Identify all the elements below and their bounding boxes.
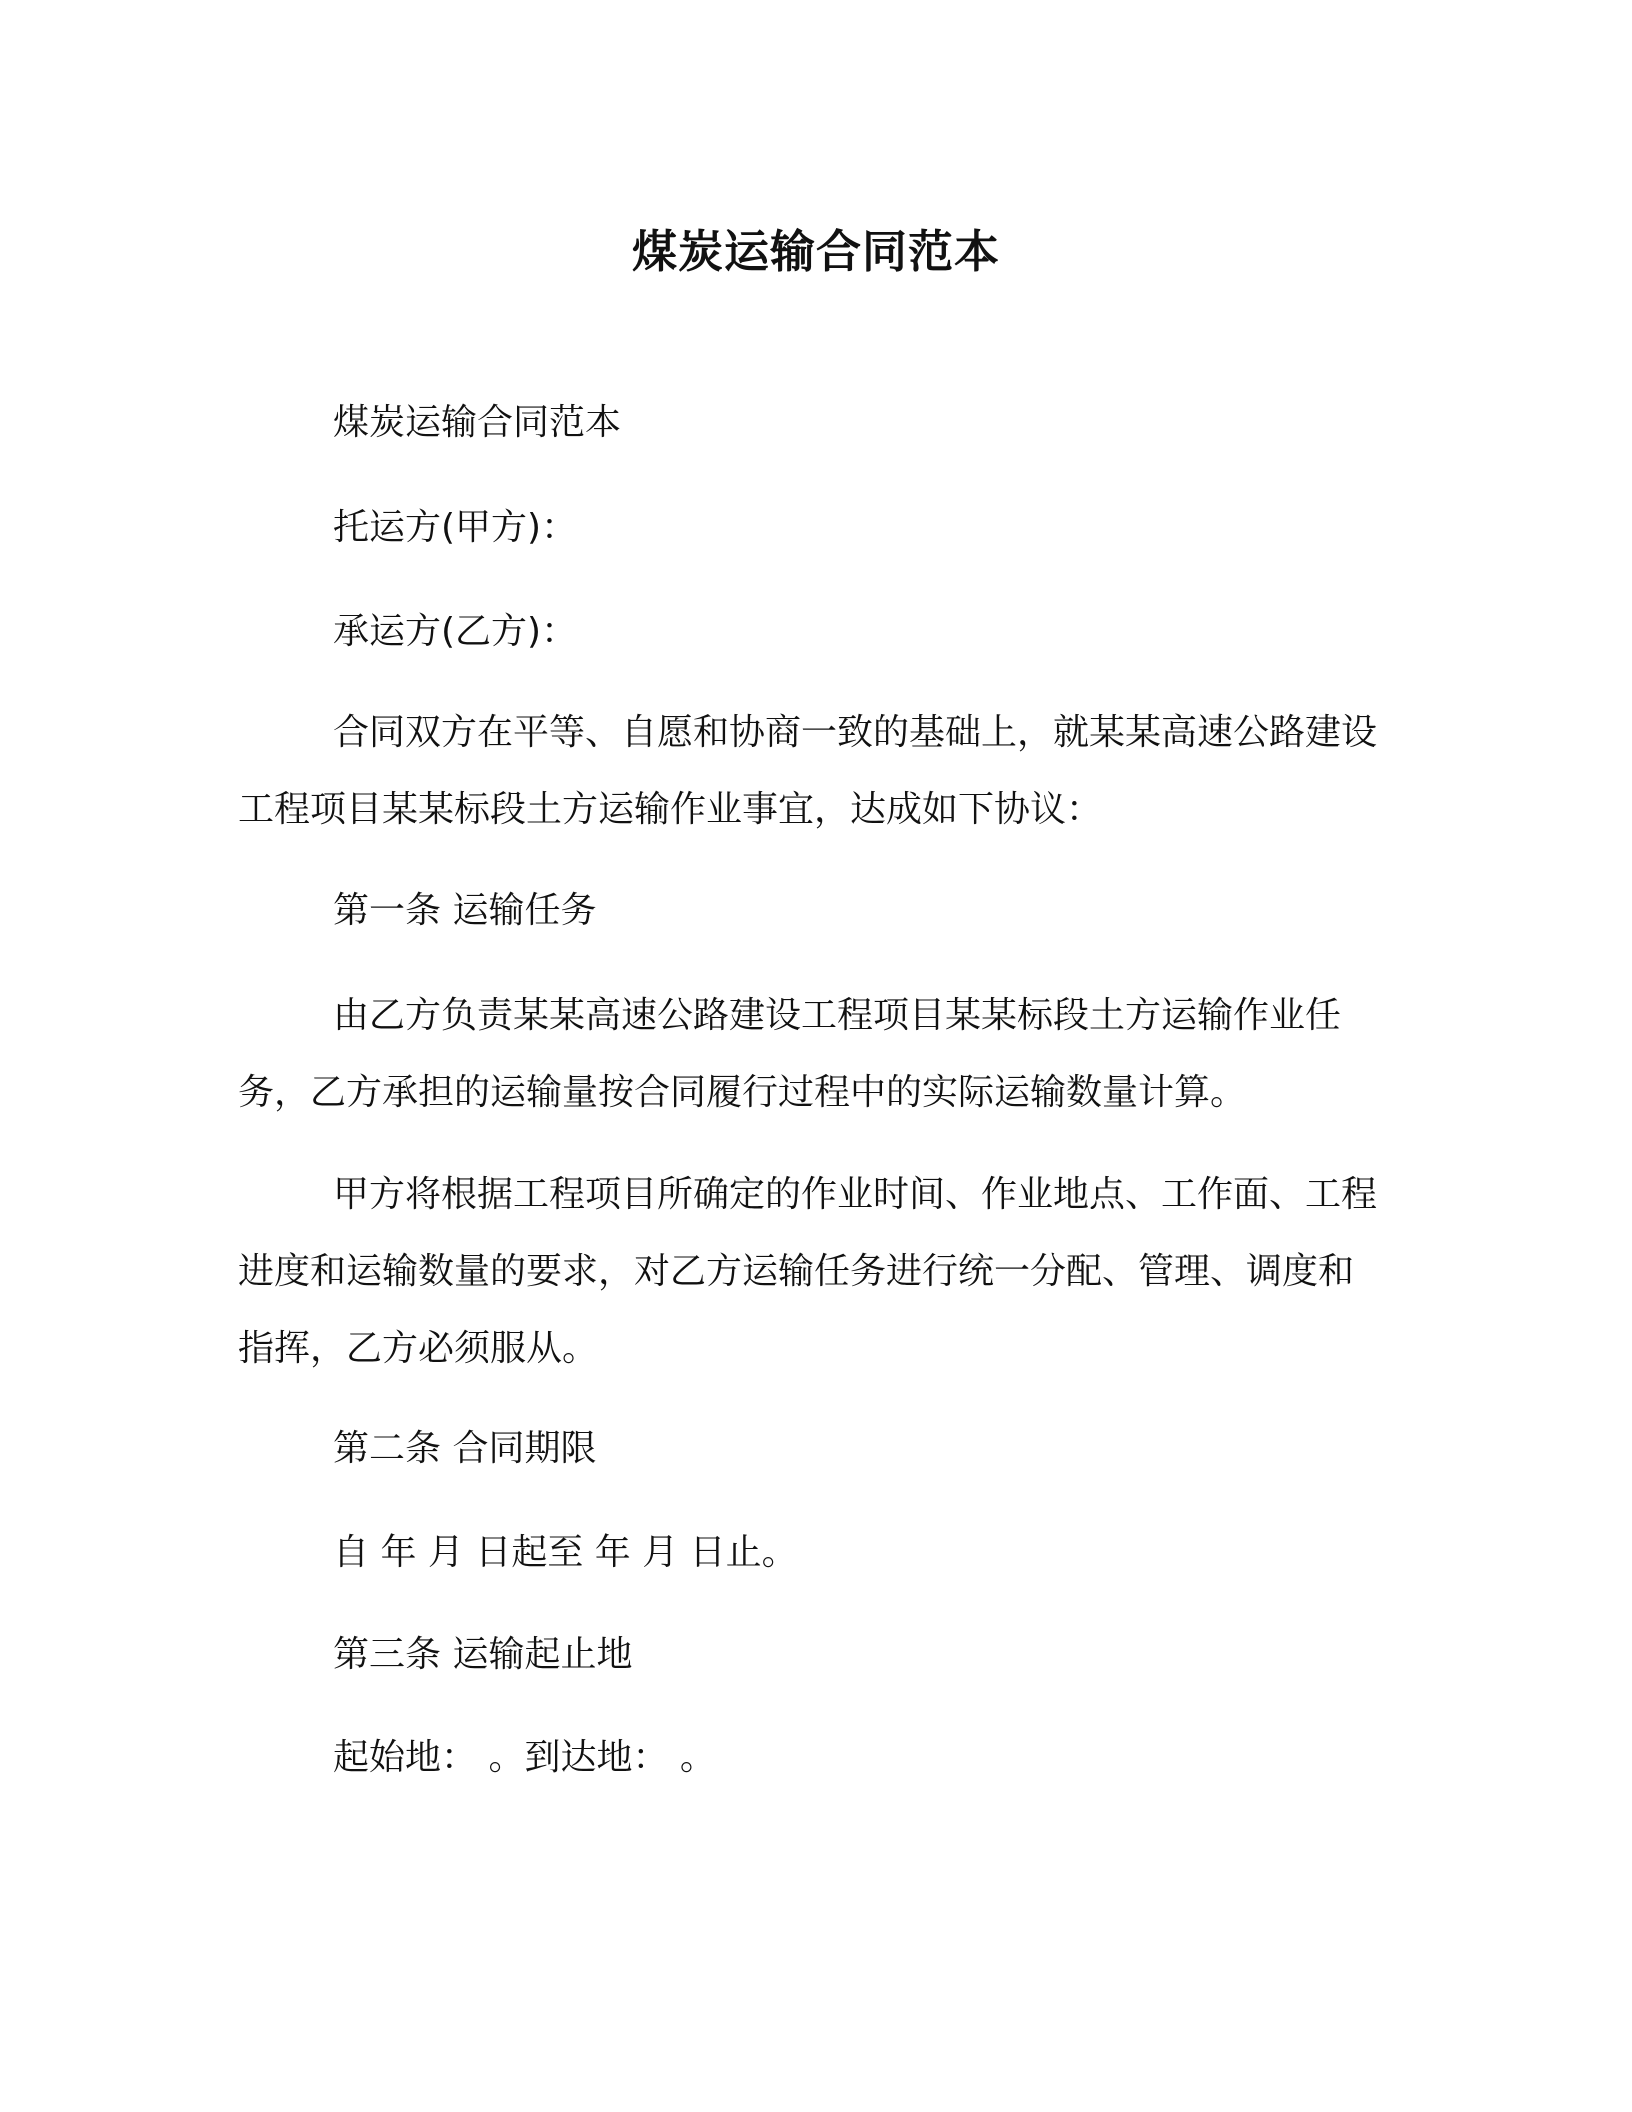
- article-2-body: 自 年 月 日起至 年 月 日止。: [333, 1532, 798, 1573]
- article-1-body-2: 甲方将根据工程项目所确定的作业时间、作业地点、工作面、工程进度和运输数量的要求，对乙方运输任务进行统一分配、管理、调度和指挥，乙方必须服从。: [238, 1174, 1378, 1369]
- shipper-party-a-line: 托运方(甲方)：: [333, 507, 578, 548]
- article-1-body-1: 由乙方负责某某高速公路建设工程项目某某标段土方运输作业任务，乙方承担的运输量按合同履行过程中的实际运输数量计算。: [238, 995, 1342, 1113]
- article-2-heading: 第二条 合同期限: [333, 1428, 597, 1469]
- article-3-heading: 第三条 运输起止地: [333, 1634, 633, 1675]
- carrier-party-b-line: 承运方(乙方)：: [333, 611, 578, 652]
- preamble-paragraph: 合同双方在平等、自愿和协商一致的基础上，就某某高速公路建设工程项目某某标段土方运输作业事宜，达成如下协议：: [238, 712, 1378, 830]
- article-3-body: 起始地： 。到达地： 。: [333, 1737, 716, 1778]
- subtitle-paragraph: 煤炭运输合同范本: [333, 402, 622, 443]
- document-title: 煤炭运输合同范本: [631, 225, 1000, 278]
- article-1-heading: 第一条 运输任务: [333, 890, 597, 931]
